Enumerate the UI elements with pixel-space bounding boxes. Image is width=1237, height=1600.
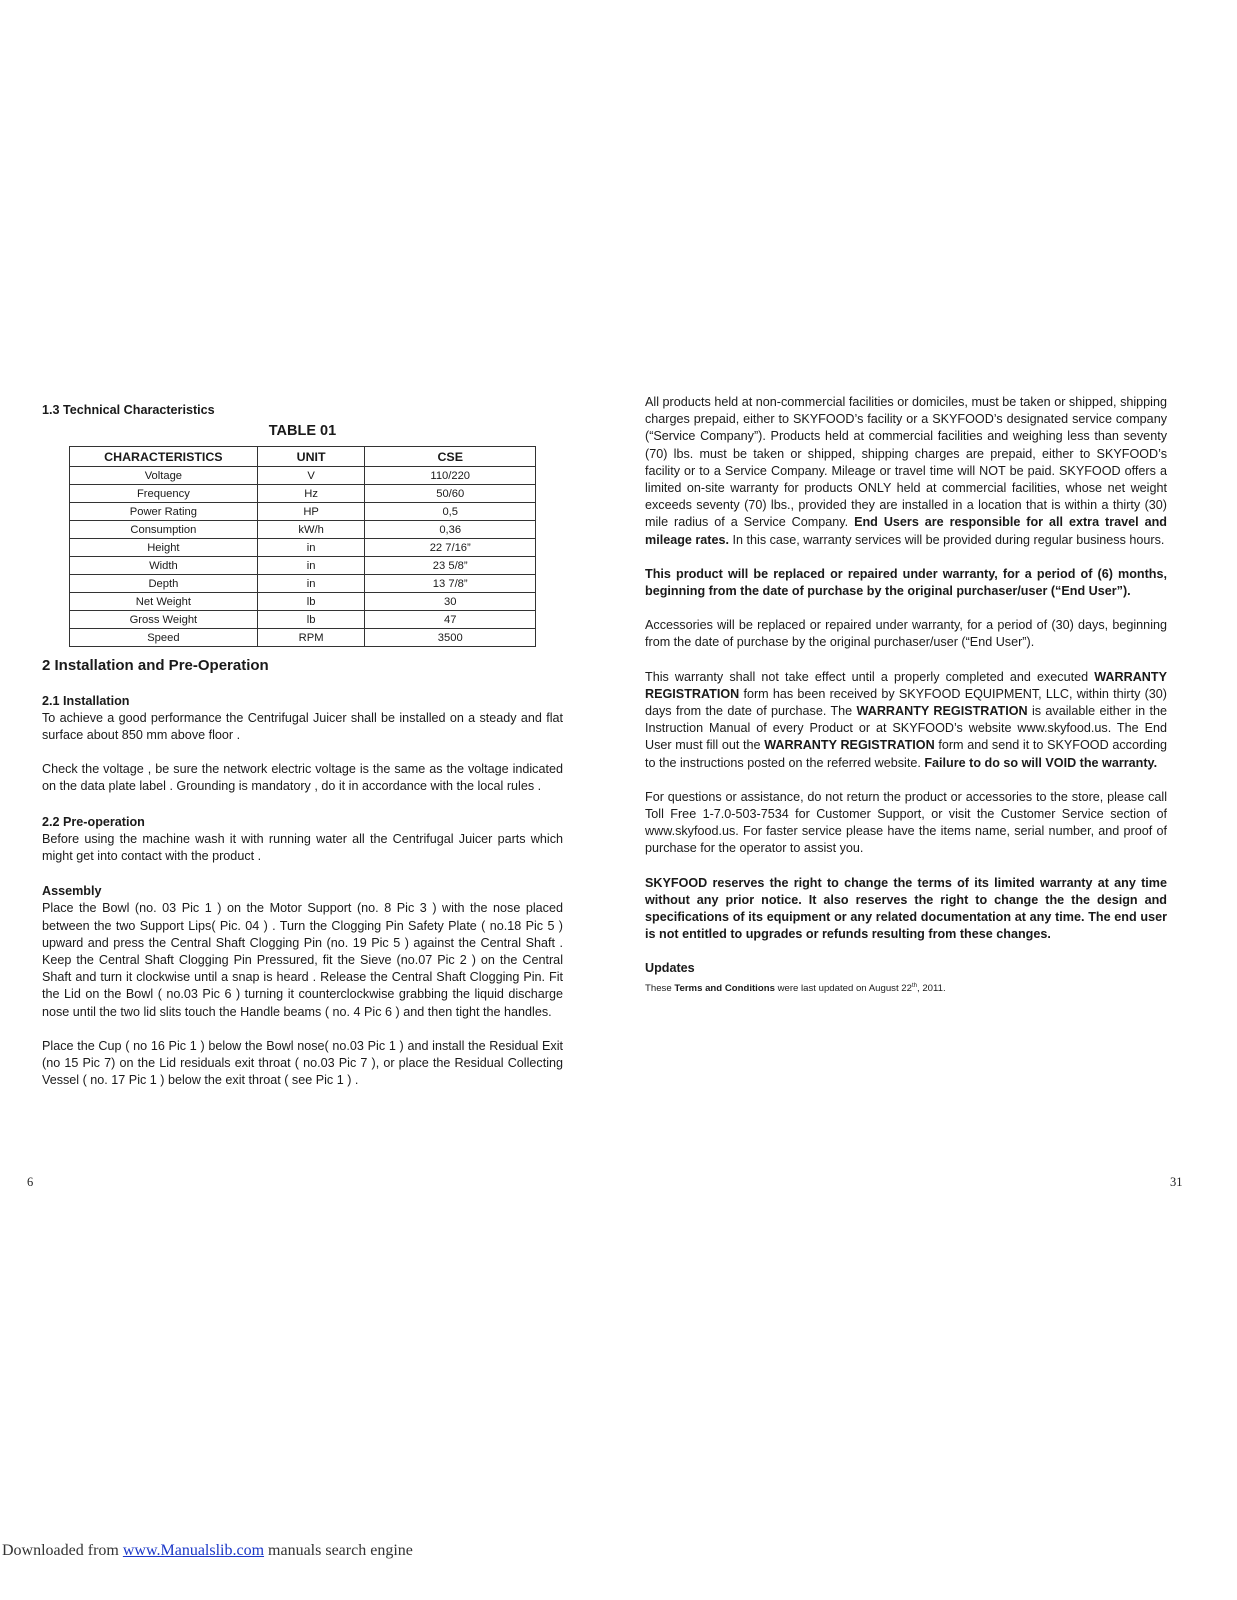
- table-cell: in: [257, 575, 365, 593]
- text-run: This warranty shall not take effect until a properly completed and executed: [645, 669, 1095, 684]
- right-page: [645, 394, 1167, 997]
- table-cell: RPM: [257, 629, 365, 647]
- footer-prefix: Downloaded from: [2, 1542, 123, 1559]
- table-header-cell: UNIT: [257, 447, 365, 467]
- bold-text: SKYFOOD reserves the right to change the terms of its limited warranty at any time without any prior notice. It also reserves the right to change the the design and specifications of its equipment or any related documentation at any time. The end user is not entitled to upgrades or refunds resulting from these changes.: [645, 875, 1167, 942]
- footer-suffix: manuals search engine: [264, 1542, 413, 1559]
- bold-text: WARRANTY REGISTRATION: [764, 738, 935, 753]
- table-cell: 47: [365, 611, 536, 629]
- table-row: [70, 521, 536, 539]
- table-cell: 30: [365, 593, 536, 611]
- table-cell: Speed: [70, 629, 258, 647]
- assembly-paragraph-2: Place the Cup ( no 16 Pic 1 ) below the Bowl nose( no.03 Pic 1 ) and install the Residual Exit (no 15 Pic 7) on the Lid residuals exit throat ( no.03 Pic 7 ), or place the Residual Collecting Vessel ( no. 17 Pic 1 ) below the exit throat ( see Pic 1 ) .: [42, 1038, 563, 1088]
- table-cell: Consumption: [70, 521, 258, 539]
- warranty-paragraph-5: For questions or assistance, do not return the product or accessories to the store, please call Toll Free 1-7.0-503-7534 for Customer Support, or visit the Customer Service section of www.skyfood.us. For faster service please have the items name, serial number, and proof of purchase for the operator to assist you.: [645, 789, 1167, 856]
- bold-text: Terms and Conditions: [674, 982, 775, 994]
- table-row: [70, 629, 536, 647]
- warranty-paragraph-4: [645, 669, 1167, 772]
- table-cell: 50/60: [365, 485, 536, 503]
- manualslib-link[interactable]: www.Manualslib.com: [122, 1542, 265, 1559]
- superscript: th: [911, 982, 917, 989]
- table-cell: lb: [257, 611, 365, 629]
- assembly-heading: Assembly: [42, 884, 102, 899]
- text-run: All products held at non-commercial facilities or domiciles, must be taken or shipped, shipping charges prepaid, either to SKYFOOD’s facility or a SKYFOOD’s designated service company (“Service Company”). Products held at commercial facilities and weighing less than seventy (70) lbs. must be taken or shipped, shipping charges are prepaid, either to SKYFOOD’s facility or to a Service Company. Mileage or travel time will NOT be paid. SKYFOOD offers a limited on-site warranty for products ONLY held at commercial facilities, whose net weight exceeds seventy (70) lbs., provided they are installed in a location that is within a thirty (30) mile radius of a Service Company.: [645, 395, 1167, 530]
- table-cell: Hz: [257, 485, 365, 503]
- text-run: These: [645, 982, 675, 994]
- page-number-right: 31: [1170, 1175, 1183, 1189]
- table-cell: 110/220: [365, 467, 536, 485]
- table-cell: lb: [257, 593, 365, 611]
- table-row: [70, 485, 536, 503]
- table-cell: Depth: [70, 575, 258, 593]
- page-number-left: 6: [27, 1175, 34, 1189]
- table-row: [70, 503, 536, 521]
- table-cell: 22 7/16”: [365, 539, 536, 557]
- table-cell: in: [257, 539, 365, 557]
- warranty-paragraph-6: [645, 875, 1167, 944]
- table-row: [70, 611, 536, 629]
- table-cell: Power Rating: [70, 503, 258, 521]
- warranty-paragraph-1: [645, 394, 1167, 549]
- table-cell: 0,36: [365, 521, 536, 539]
- text-run: is available either in the Instruction Manual of every Product or at SKYFOOD’s website www.skyfood.us. The End User must fill out the: [645, 704, 1167, 753]
- table-header-cell: CSE: [365, 447, 536, 467]
- table-cell: Gross Weight: [70, 611, 258, 629]
- table-cell: 3500: [365, 629, 536, 647]
- installation-paragraph-1: To achieve a good performance the Centrifugal Juicer shall be installed on a steady and flat surface about 850 mm above floor .: [42, 710, 563, 743]
- technical-characteristics-table: [69, 446, 536, 647]
- left-page: [42, 402, 563, 1089]
- table-row: [70, 539, 536, 557]
- section-heading-2: 2 Installation and Pre-Operation: [42, 657, 269, 675]
- table-cell: 23 5/8”: [365, 557, 536, 575]
- bold-text: This product will be replaced or repaired under warranty, for a period of (6) months, beginning from the date of purchase by the original purchaser/user (“End User”).: [645, 566, 1167, 599]
- text-run: were last updated on August 22: [774, 982, 912, 994]
- section-heading-1-3: 1.3 Technical Characteristics: [42, 403, 215, 417]
- text-run: form and send it to SKYFOOD according to the instructions posted on the referred website.: [645, 738, 1167, 770]
- table-row: [70, 575, 536, 593]
- installation-paragraph-2: Check the voltage , be sure the network electric voltage is the same as the voltage indicated on the data plate label . Grounding is mandatory , do it in accordance with the local rules .: [42, 762, 563, 794]
- assembly-paragraph-1: Place the Bowl (no. 03 Pic 1 ) on the Motor Support (no. 8 Pic 3 ) with the nose placed between the two Support Lips( Pic. 04 ) . Turn the Clogging Pin Safety Plate ( no.18 Pic 5 ) upward and press the Central Shaft Clogging Pin (no. 19 Pic 5 ) against the Central Shaft . Keep the Central Shaft Clogging Pin Pressured, fit the Sieve (no.07 Pic 2 ) on the Central Shaft and turn it clockwise until a snap is heard . Release the Central Shaft Clogging Pin. Fit the Lid on the Bowl ( no.03 Pic 6 ) turning it counterclockwise grabbing the liquid discharge nose until the two lid slits touch the Handle beams ( no. 4 Pic 6 ) and then tight the handles.: [42, 901, 563, 1019]
- section-heading-2-1: 2.1 Installation: [42, 693, 130, 708]
- table-cell: Net Weight: [70, 593, 258, 611]
- text-run: , 2011.: [917, 982, 946, 994]
- table-title: TABLE 01: [268, 423, 337, 440]
- table-cell: V: [257, 467, 365, 485]
- table-cell: kW/h: [257, 521, 365, 539]
- table-row: [70, 593, 536, 611]
- preoperation-paragraph: Before using the machine wash it with running water all the Centrifugal Juicer parts which might get into contact with the product .: [42, 831, 563, 864]
- updates-heading: Updates: [645, 961, 695, 976]
- bold-text: Failure to do so will VOID the warranty.: [924, 755, 1158, 770]
- table-header-cell: CHARACTERISTICS: [70, 447, 258, 467]
- bold-text: End Users are responsible for all extra travel and mileage rates.: [645, 515, 1167, 547]
- bold-text: WARRANTY REGISTRATION: [856, 704, 1028, 719]
- table-row: [70, 467, 536, 485]
- warranty-paragraph-2: [645, 566, 1167, 600]
- table-cell: Width: [70, 557, 258, 575]
- table-cell: Height: [70, 539, 258, 557]
- table-row: [70, 557, 536, 575]
- bold-text: WARRANTY REGISTRATION: [645, 669, 1167, 701]
- download-footer: [2, 1542, 413, 1560]
- table-cell: in: [257, 557, 365, 575]
- section-heading-2-2: 2.2 Pre-operation: [42, 814, 145, 829]
- text-run: In this case, warranty services will be provided during regular business hours.: [729, 532, 1165, 547]
- table-cell: Voltage: [70, 467, 258, 485]
- table-cell: HP: [257, 503, 365, 521]
- table-cell: Frequency: [70, 485, 258, 503]
- table-header-row: [70, 447, 536, 467]
- table-cell: 13 7/8”: [365, 575, 536, 593]
- text-run: form has been received by SKYFOOD EQUIPMENT, LLC, within thirty (30) days from the date of purchase. The: [645, 686, 1167, 719]
- warranty-paragraph-3: Accessories will be replaced or repaired under warranty, for a period of (30) days, beginning from the date of purchase by the original purchaser/user (“End User”).: [645, 618, 1167, 650]
- table-cell: 0,5: [365, 503, 536, 521]
- updates-note: [645, 980, 1167, 997]
